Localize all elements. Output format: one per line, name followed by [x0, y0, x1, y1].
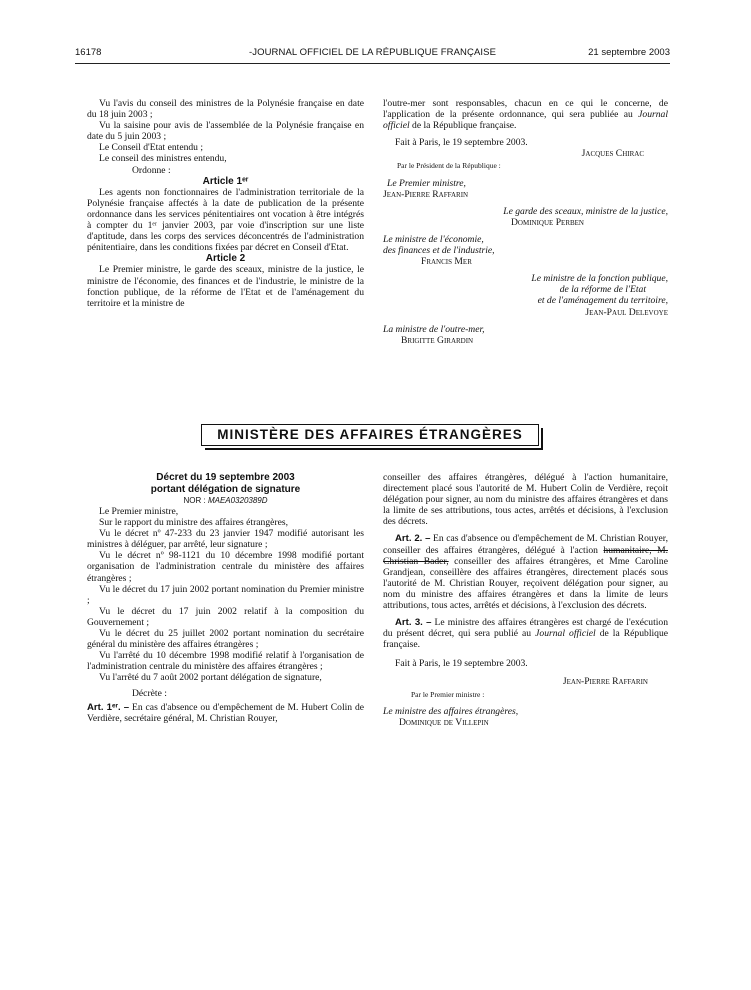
page-number: 16178: [75, 47, 102, 58]
signatory-mae: Dominique de Villepin: [399, 716, 489, 728]
article-1-heading: Article 1ᵉʳ: [202, 175, 249, 187]
signatory-president: Jacques Chirac: [581, 148, 644, 160]
art3-journal: Journal officiel: [535, 628, 596, 640]
par-le-president: Par le Président de la République :: [397, 161, 501, 171]
issue-date: 21 septembre 2003: [588, 47, 670, 58]
justice-title: Le garde des sceaux, ministre de la justice,: [503, 205, 668, 217]
decret-visa: Vu l'arrêté du 7 août 2002 portant délégation de signature,: [99, 672, 322, 684]
ordonnance-left-column: [87, 98, 364, 309]
visa-paragraph: Vu l'avis du conseil des ministres de la Polynésie française en date du 18 juin 2003 ;: [87, 98, 364, 121]
decret-visa: Vu le décret du 17 juin 2002 portant nomination du Premier ministre ;: [87, 583, 364, 606]
pm-title: Le Premier ministre,: [387, 177, 466, 189]
art2-struck-text: humanitaire, M. Christian Bader,: [383, 544, 668, 567]
decret-article-3: [383, 617, 668, 650]
om-title: La ministre de l'outre-mer,: [383, 323, 485, 335]
journal-title: -JOURNAL OFFICIEL DE LA RÉPUBLIQUE FRANÇAISE: [248, 47, 497, 58]
visa-paragraph: Le conseil des ministres entendu,: [99, 153, 227, 165]
visa-paragraph: Le Conseil d'Etat entendu ;: [99, 142, 204, 154]
signatory-justice: Dominique Perben: [511, 216, 584, 228]
eco-title-1: Le ministre de l'économie,: [383, 233, 484, 245]
decret-article-2: [383, 533, 668, 611]
decret-fait: Fait à Paris, le 19 septembre 2003.: [395, 658, 528, 670]
decret-visa: Vu l'arrêté du 10 décembre 1998 modifié relatif à l'organisation de l'administration centrale du ministère des affaires étrangères ;: [87, 650, 364, 673]
mae-title: Le ministre des affaires étrangères,: [383, 705, 519, 717]
signatory-pm: Jean-Pierre Raffarin: [383, 188, 469, 200]
decret-article-1: [87, 702, 364, 724]
decret-visa: Vu le décret du 25 juillet 2002 portant nomination du secrétaire général du ministère des affaires étrangères ;: [87, 628, 364, 651]
art2-text-b: conseiller des affaires étrangères, et Mme Caroline Grandjean, conseillère des affaires étrangères, directement placés sous l'autorité de M. Christian Rouyer, reçoivent délégation pour signer, au nom du ministre des affaires étrangères et dans la limite de leurs attributions, tous actes, arrêtés et décisions, à l'exclusion des décrets.: [383, 555, 668, 612]
decret-right-column: [383, 472, 668, 728]
art2-text-a: En cas d'absence ou d'empêchement de M. Christian Rouyer, conseiller des affaires étrangères, délégué à l'action: [383, 533, 668, 556]
ordonnance-right-column: [383, 98, 668, 346]
art3-text-a: Le ministre des affaires étrangères est chargé de l'exécution du présent décret, qui sera publié au: [383, 617, 668, 640]
decret-signatory-pm: Jean-Pierre Raffarin: [562, 675, 648, 687]
decrete-text: Décrète :: [132, 687, 167, 699]
article-1-text: Les agents non fonctionnaires de l'administration territoriale de la Polynésie française affectés à la date de publication de la présente ordonnance dans les services pénitentiaires ont vocation à être intégrés à compter du 1ᵉʳ janvier 2003, par voie d'inscription sur une liste d'aptitude, dans les corps des services déconcentrés de l'administration pénitentiaire, dans les conditions fixées par décret en Conseil d'Etat.: [87, 186, 364, 254]
eco-title-2: des finances et de l'industrie,: [383, 245, 495, 257]
par-le-pm: Par le Premier ministre :: [411, 689, 485, 699]
signatory-om: Brigitte Girardin: [401, 334, 474, 346]
decret-visa: Vu le décret nº 47-233 du 23 janvier 1947 modifié autorisant les ministres à déléguer, par arrêté, leur signature ;: [87, 528, 364, 551]
decret-visa: Vu le décret du 17 juin 2002 relatif à la composition du Gouvernement ;: [87, 605, 364, 628]
decret-visa: Sur le rapport du ministre des affaires étrangères,: [99, 517, 288, 529]
fp-title-3: et de l'aménagement du territoire,: [537, 295, 668, 307]
decret-title-line2: portant délégation de signature: [150, 483, 301, 495]
art3-label: Art. 3. –: [395, 617, 432, 629]
signatory-eco: Francis Mer: [421, 256, 472, 268]
art3-text-b: de la République française.: [383, 628, 669, 651]
article-2-heading: Article 2: [205, 253, 246, 265]
ordonne-text: Ordonne :: [132, 164, 171, 176]
visa-paragraph: Vu la saisine pour avis de l'assemblée de la Polynésie française en date du 5 juin 2003 ;: [87, 120, 364, 143]
art1-label: Art. 1ᵉʳ. –: [87, 701, 130, 713]
fait-a-paris: Fait à Paris, le 19 septembre 2003.: [395, 137, 528, 149]
art1-text: En cas d'absence ou d'empêchement de M. Hubert Colin de Verdière, secrétaire général, M. Christian Rouyer,: [87, 701, 364, 724]
nor-value: MAEA0320389D: [207, 496, 268, 505]
signatory-fp: Jean-Paul Delevoye: [585, 306, 668, 318]
nor-reference: [87, 495, 364, 506]
decret-visa: Le Premier ministre,: [99, 506, 179, 517]
fp-title-2: de la réforme de l'Etat: [559, 284, 646, 296]
art1-continuation: conseiller des affaires étrangères, délégué à l'action humanitaire, directement placé sous l'autorité de M. Hubert Colin de Verdière, reçoit délégation pour signer, au nom du ministre des affaires étrangères et dans la limite de ses attributions, tous actes, arrêtés et décisions, à l'exclusion des décrets.: [383, 472, 668, 528]
decret-visa: Vu le décret nº 98-1121 du 10 décembre 1998 modifié portant organisation de l'administration centrale du ministère des affaires étrangères ;: [87, 550, 364, 584]
article-2-continuation: l'outre-mer sont responsables, chacun en ce qui le concerne, de l'application de la présente ordonnance, qui sera publiée au Journal officiel de la République française.: [383, 98, 668, 132]
article-2-text: Le Premier ministre, le garde des sceaux, ministre de la justice, le ministre de l'économie, des finances et de l'industrie, le ministre de la fonction publique, de la réforme de l'Etat et de l'aménagement du territoire et la ministre de: [87, 264, 364, 309]
ministry-heading: MINISTÈRE DES AFFAIRES ÉTRANGÈRES: [201, 424, 539, 446]
header-rule: [75, 63, 670, 64]
fp-title-1: Le ministre de la fonction publique,: [531, 273, 668, 285]
art2-label: Art. 2. –: [395, 533, 431, 545]
nor-label: NOR :: [183, 496, 206, 505]
page-header: [75, 47, 670, 63]
decret-title-line1: Décret du 19 septembre 2003: [156, 472, 295, 483]
decret-left-column: [87, 472, 364, 724]
